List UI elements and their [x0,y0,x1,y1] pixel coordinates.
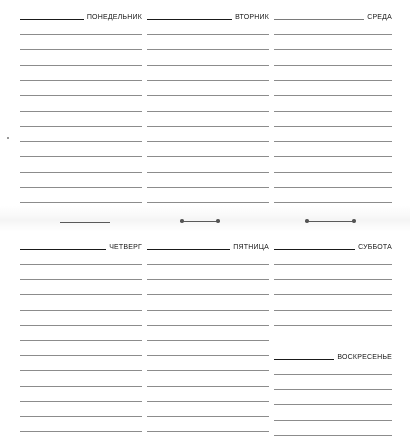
ruled-line [20,95,142,96]
saturday-section [274,240,392,340]
ruled-line [20,49,142,50]
tuesday-header [147,10,269,22]
ruled-line [274,187,392,188]
ruled-line [20,401,142,402]
ruled-line [274,310,392,311]
ruled-line [147,80,269,81]
ruled-line [20,310,142,311]
sunday-section [274,350,392,440]
tuesday-section [147,10,269,206]
ruled-line [274,374,392,375]
ruled-line [274,279,392,280]
ruled-line [147,65,269,66]
ruled-line [274,435,392,436]
ruled-line [147,310,269,311]
ruled-line [20,416,142,417]
header-rule [147,249,230,250]
thursday-header [20,240,142,252]
ruled-line [274,65,392,66]
saturday-label: СУББОТА [358,244,392,251]
ruled-line [20,202,142,203]
ruled-line [274,111,392,112]
ruled-line [274,80,392,81]
ruled-line [274,49,392,50]
ruled-line [147,264,269,265]
friday-section [147,240,269,440]
ruled-line [274,294,392,295]
header-rule [274,19,364,20]
ruled-line [147,355,269,356]
ruled-line [274,264,392,265]
ruled-line [274,156,392,157]
fold-tab-right [305,221,355,222]
ruled-line [147,325,269,326]
ruled-line [20,156,142,157]
ruled-line [274,325,392,326]
tuesday-label: ВТОРНИК [235,14,269,21]
saturday-header [274,240,392,252]
ruled-line [20,172,142,173]
ruled-line [147,187,269,188]
thursday-label: ЧЕТВЕРГ [109,244,142,251]
ruled-line [274,95,392,96]
ruled-line [274,389,392,390]
fold-tab-middle [180,221,220,222]
ruled-line [147,111,269,112]
monday-section [20,10,142,206]
thursday-section [20,240,142,440]
ruled-line [274,141,392,142]
ruled-line [20,126,142,127]
friday-label: ПЯТНИЦА [233,244,269,251]
header-rule [274,359,334,360]
ruled-line [147,401,269,402]
ruled-line [147,34,269,35]
ruled-line [147,386,269,387]
ruled-line [147,279,269,280]
sunday-header [274,350,392,362]
header-rule [147,19,232,20]
ruled-line [147,294,269,295]
ruled-line [20,431,142,432]
wednesday-label: СРЕДА [367,14,392,21]
ruled-line [20,355,142,356]
ruled-line [20,80,142,81]
ruled-line [274,404,392,405]
fold-dot [180,219,184,223]
ruled-line [274,126,392,127]
ruled-line [147,141,269,142]
monday-label: ПОНЕДЕЛЬНИК [86,14,142,21]
ruled-line [274,202,392,203]
ruled-line [274,34,392,35]
ruled-line [20,370,142,371]
ruled-line [274,172,392,173]
fold-tab-left [60,222,110,223]
ruled-line [20,279,142,280]
ruled-line [20,340,142,341]
ruled-line [20,294,142,295]
ruled-line [20,325,142,326]
wednesday-header [274,10,392,22]
wednesday-section [274,10,392,206]
ruled-line [20,386,142,387]
ruled-line [274,420,392,421]
ruled-line [147,370,269,371]
ruled-line [20,34,142,35]
header-rule [274,249,355,250]
header-rule [20,19,84,20]
ruled-line [20,187,142,188]
ruled-line [147,202,269,203]
header-rule [20,249,106,250]
fold-dot [352,219,356,223]
ruled-line [147,340,269,341]
ruled-line [147,156,269,157]
fold-dot [305,219,309,223]
ruled-line [20,65,142,66]
ruled-line [20,111,142,112]
ruled-line [147,95,269,96]
ruled-line [147,431,269,432]
ruled-line [147,126,269,127]
ruled-line [147,49,269,50]
ruled-line [20,141,142,142]
fold-dot [216,219,220,223]
scan-speck [7,137,9,139]
ruled-line [147,172,269,173]
ruled-line [20,264,142,265]
sunday-label: ВОСКРЕСЕНЬЕ [337,354,392,361]
ruled-line [147,416,269,417]
page-fold-shading [0,206,410,232]
friday-header [147,240,269,252]
monday-header [20,10,142,22]
